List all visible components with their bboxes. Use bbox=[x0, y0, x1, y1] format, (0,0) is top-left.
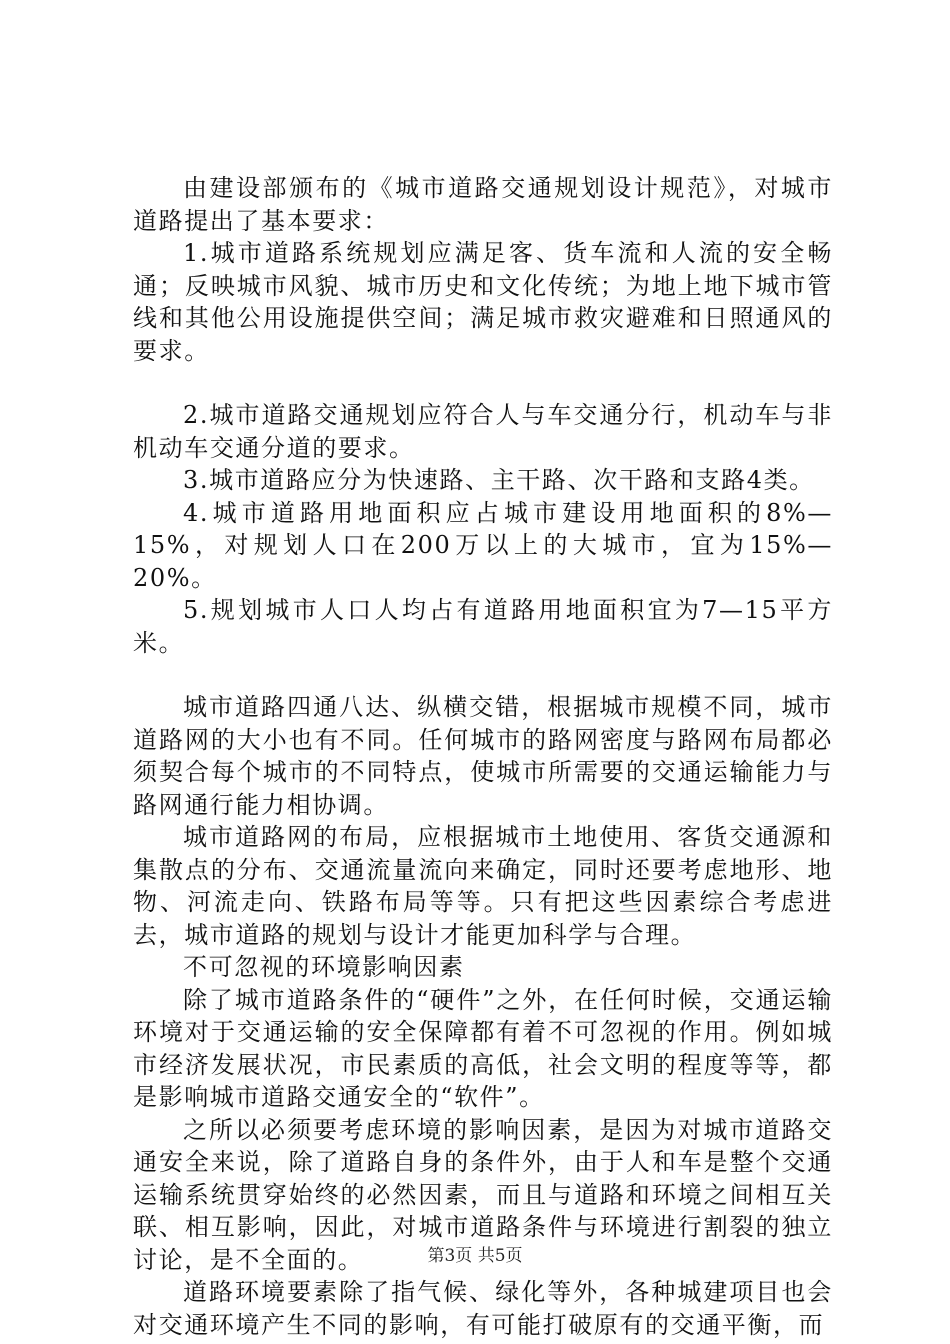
requirement-2: 2.城市道路交通规划应符合人与车交通分行，机动车与非机动车交通分道的要求。 bbox=[133, 401, 833, 462]
requirement-1: 1.城市道路系统规划应满足客、货车流和人流的安全畅通；反映城市风貌、城市历史和文化传统；为地上地下城市管线和其他公用设施提供空间；满足城市救灾避难和日照通风的要求。 bbox=[133, 239, 833, 365]
environment-elements-paragraph: 道路环境要素除了指气候、绿化等外，各种城建项目也会对交通环境产生不同的影响，有可能打破原有的交通平衡，而 bbox=[133, 1278, 833, 1339]
document-body bbox=[133, 172, 833, 1341]
environment-factors-paragraph: 之所以必须要考虑环境的影响因素，是因为对城市道路交通安全来说，除了道路自身的条件外，由于人和车是整个交通运输系统贯穿始终的必然因素，而且与道路和环境之间相互关联、相互影响，因此，对城市道路条件与环境进行割裂的独立讨论，是不全面的。 bbox=[133, 1115, 833, 1274]
requirement-4: 4.城市道路用地面积应占城市建设用地面积的8%—15%，对规划人口在200万以上的大城市，宜为15%—20%。 bbox=[133, 498, 833, 592]
paragraph-gap bbox=[133, 367, 833, 399]
hardware-software-paragraph: 除了城市道路条件的“硬件”之外，在任何时候，交通运输环境对于交通运输的安全保障都有着不可忽视的作用。例如城市经济发展状况，市民素质的高低，社会文明的程度等等，都是影响城市道路交通安全的“软件”。 bbox=[133, 985, 833, 1111]
intro-paragraph: 由建设部颁布的《城市道路交通规划设计规范》，对城市道路提出了基本要求： bbox=[133, 174, 833, 235]
road-network-paragraph: 城市道路四通八达、纵横交错，根据城市规模不同，城市道路网的大小也有不同。任何城市的路网密度与路网布局都必须契合每个城市的不同特点，使城市所需要的交通运输能力与路网通行能力相协调。 bbox=[133, 693, 833, 819]
page-number-footer: 第3页 共5页 bbox=[427, 1246, 523, 1266]
requirement-3: 3.城市道路应分为快速路、主干路、次干路和支路4类。 bbox=[183, 466, 815, 494]
road-layout-paragraph: 城市道路网的布局，应根据城市土地使用、客货交通源和集散点的分布、交通流量流向来确定，同时还要考虑地形、地物、河流走向、铁路布局等等。只有把这些因素综合考虑进去，城市道路的规划与设计才能更加科学与合理。 bbox=[133, 823, 833, 949]
paragraph-gap bbox=[133, 659, 833, 691]
section-heading: 不可忽视的环境影响因素 bbox=[183, 953, 465, 981]
requirement-5: 5.规划城市人口人均占有道路用地面积宜为7—15平方米。 bbox=[133, 596, 833, 657]
